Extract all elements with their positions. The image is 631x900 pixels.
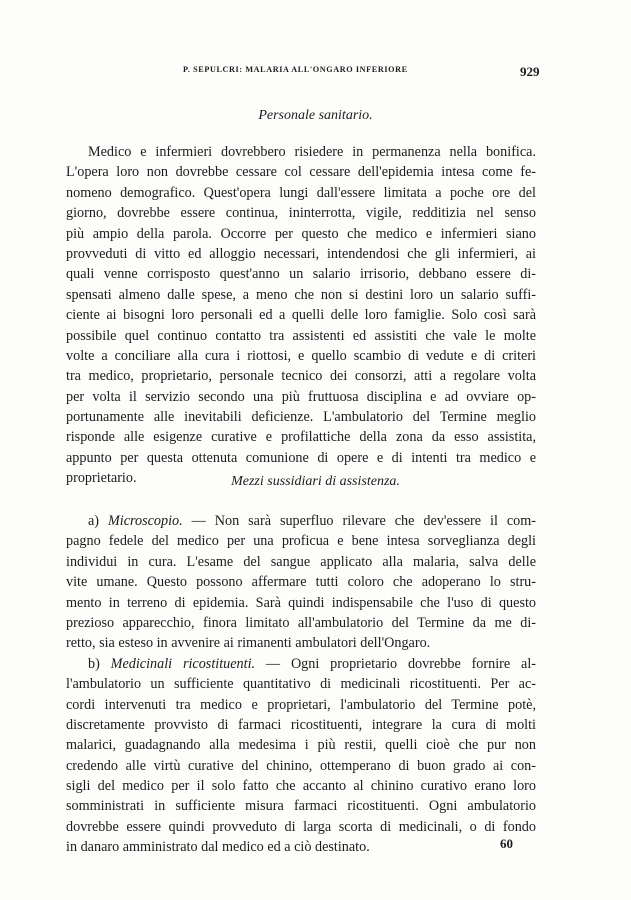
text-line: nomeno demografico. Quest'opera lungi dall'essere limitata a poche ore del (66, 184, 536, 201)
running-header (0, 64, 631, 80)
text-line: possibile quel continuo contatto tra assistenti ed assistiti che vale le molte (66, 327, 536, 344)
text-line: L'opera loro non dovrebbe cessare col cessare dell'epidemia intesa come fe- (66, 164, 536, 181)
text-line: portunamente alle inevitabili deficienze. L'ambulatorio del Termine meglio (66, 409, 536, 426)
text-line: discretamente provvisto di farmaci ricostituenti, integrare la cura di molti (66, 716, 536, 733)
text-line: proprietario. (66, 470, 137, 487)
text-line: spensati almeno dalle spese, a meno che non si destini loro un salario suffi- (66, 286, 536, 303)
text-line: pagno fedele del medico per una proficua e bene intesa sorveglianza degli (66, 533, 536, 550)
text-line: per volta il servizio secondo una più fruttuosa disciplina e ad ovviare op- (66, 388, 536, 405)
paragraph-b-first-line (66, 654, 536, 674)
text-line: provveduti di vitto ed alloggio necessari, intendendosi che gli infermieri, ai (66, 245, 536, 262)
text-line: individui in cura. L'esame del sangue applicato alla malaria, salva delle (66, 553, 536, 570)
text-line: tra medico, proprietario, personale tecnico dei consorzi, atti a regolare volta (66, 368, 536, 385)
text-line: appunto per questa ottenuta comunione di opere e di intenti tra medico e (66, 449, 536, 466)
section-personale-sanitario-body (66, 142, 536, 489)
text-line: l'ambulatorio un sufficiente quantitativo di medicinali ricostituenti. Per ac- (66, 676, 536, 693)
text-line: più ampio della parola. Occorre per questo che medico e infermieri siano (66, 225, 536, 242)
text-line: giorno, dovrebbe essere continua, ininterrotta, vigile, redditizia nel senso (66, 205, 536, 222)
text-line: volte a conciliare alla cura i riottosi, e quello scambio di vedute e di criteri (66, 347, 536, 364)
text-line: dovrebbe essere quindi provveduto di larga scorta di medicinali, o di fondo (66, 818, 536, 835)
text-line: malarici, guadagnando alla medesima i più restii, quelli cioè che pur non (66, 737, 536, 754)
text-line: cordi intervenuti tra medico e proprietari, l'ambulatorio del Termine potè, (66, 696, 536, 713)
text-line: quali venne corrisposto quest'anno un salario irrisorio, debbano essere di- (66, 266, 536, 283)
page-number: 929 (520, 64, 540, 79)
text-line: in danaro amministrato dal medico ed a ciò destinato. (66, 839, 370, 856)
text-line: vite umane. Questo possono affermare tutti coloro che adoperano lo stru- (66, 574, 536, 591)
text-line: retto, sia esteso in avvenire ai rimanenti ambulatori dell'Ongaro. (66, 635, 431, 652)
item-a-text: — Non sarà superfluo rilevare che dev'essere il com- (182, 513, 536, 529)
item-title-medicinali: Medicinali ricostituenti. (110, 655, 256, 672)
text-line: mento in terreno di epidemia. Sarà quindi indispensabile che l'uso di questo (66, 594, 536, 611)
item-b-text: — Ogni proprietario dovrebbe fornire al- (255, 655, 536, 672)
text-line: sigli del medico per il solo fatto che accanto al chinino curativo erano loro (66, 778, 536, 795)
section-title-mezzi-sussidiari: Mezzi sussidiari di assistenza. (231, 474, 400, 489)
text-line: credendo alle virtù curative del chinino, ottemperano di buon grado ai con- (66, 757, 536, 774)
paragraph-a-first-line (66, 511, 536, 531)
text-line: prezioso apparecchio, finora limitato all'ambulatorio del Termine da me di- (66, 614, 536, 631)
folio-number: 60 (500, 836, 513, 851)
section-title-personale-sanitario: Personale sanitario. (258, 108, 373, 123)
section-mezzi-sussidiari-body (66, 511, 536, 858)
running-title: P. SEPULCRI: MALARIA ALL'ONGARO INFERIORE (183, 65, 408, 74)
text-line: ciente ai bisogni loro personali ed a quelli delle loro famiglie. Solo così sarà (66, 307, 536, 324)
text-line: somministrati in sufficiente misura farmaci ricostituenti. Ogni ambulatorio (66, 798, 536, 815)
text-line: risponde alle esigenze curative e profilattiche della zona da esso assistita, (66, 429, 536, 446)
item-label-b: b) (88, 655, 111, 672)
item-title-microscopio: Microscopio. (107, 513, 183, 529)
text-line: Medico e infermieri dovrebbero risiedere in permanenza nella bonifica. (88, 144, 536, 160)
item-label-a: a) (88, 513, 108, 529)
